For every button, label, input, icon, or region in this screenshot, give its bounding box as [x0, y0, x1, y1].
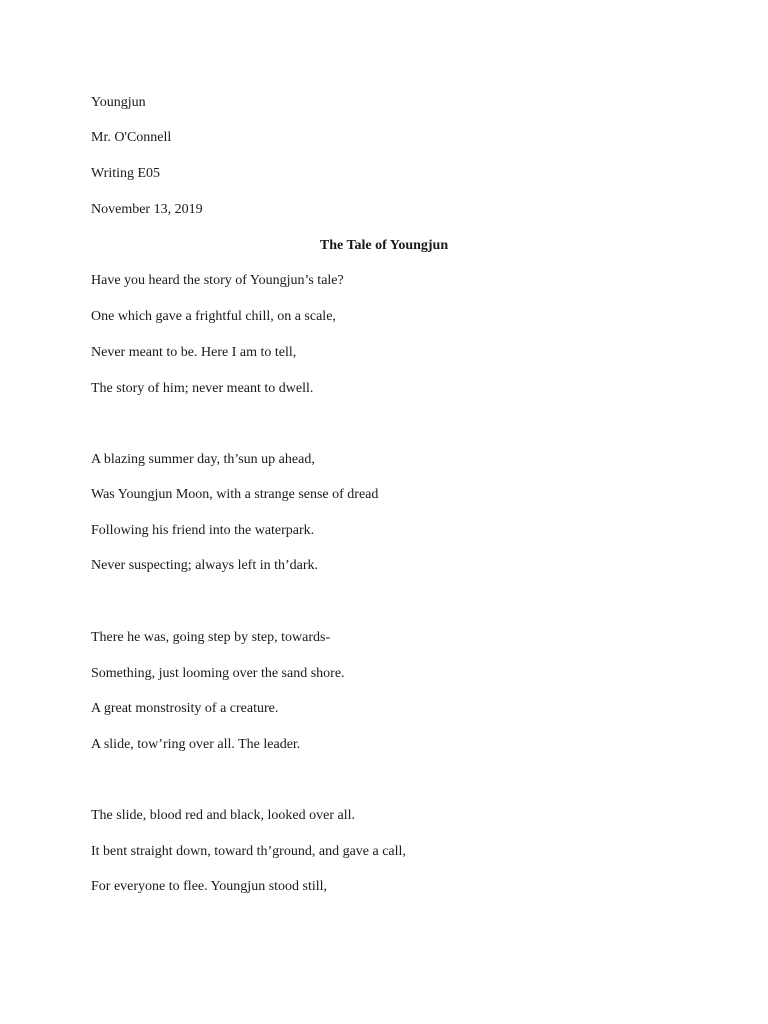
- teacher-name: Mr. O'Connell: [91, 130, 172, 145]
- poem-line: A slide, tow’ring over all. The leader.: [91, 737, 301, 752]
- poem-line: Following his friend into the waterpark.: [91, 523, 315, 538]
- poem-line: A great monstrosity of a creature.: [91, 701, 279, 716]
- poem-line: Never meant to be. Here I am to tell,: [91, 345, 297, 360]
- date: November 13, 2019: [91, 202, 203, 217]
- poem-title: [0, 239, 768, 253]
- poem-line: It bent straight down, toward th’ground, and gave a call,: [91, 844, 406, 859]
- poem-line: There he was, going step by step, towards-: [91, 630, 331, 645]
- course-name: Writing E05: [91, 166, 161, 181]
- poem-line: The story of him; never meant to dwell.: [91, 381, 314, 396]
- poem-line: Was Youngjun Moon, with a strange sense of dread: [91, 487, 379, 502]
- student-name: Youngjun: [91, 95, 146, 110]
- poem-line: Something, just looming over the sand shore.: [91, 666, 345, 681]
- poem-line: One which gave a frightful chill, on a scale,: [91, 309, 336, 324]
- poem-title-text: The Tale of Youngjun: [319, 238, 449, 253]
- poem-line: Have you heard the story of Youngjun’s tale?: [91, 273, 344, 288]
- poem-line: The slide, blood red and black, looked over all.: [91, 808, 355, 823]
- poem-line: For everyone to flee. Youngjun stood still,: [91, 879, 328, 894]
- poem-line: Never suspecting; always left in th’dark.: [91, 558, 319, 573]
- poem-line: A blazing summer day, th’sun up ahead,: [91, 452, 315, 467]
